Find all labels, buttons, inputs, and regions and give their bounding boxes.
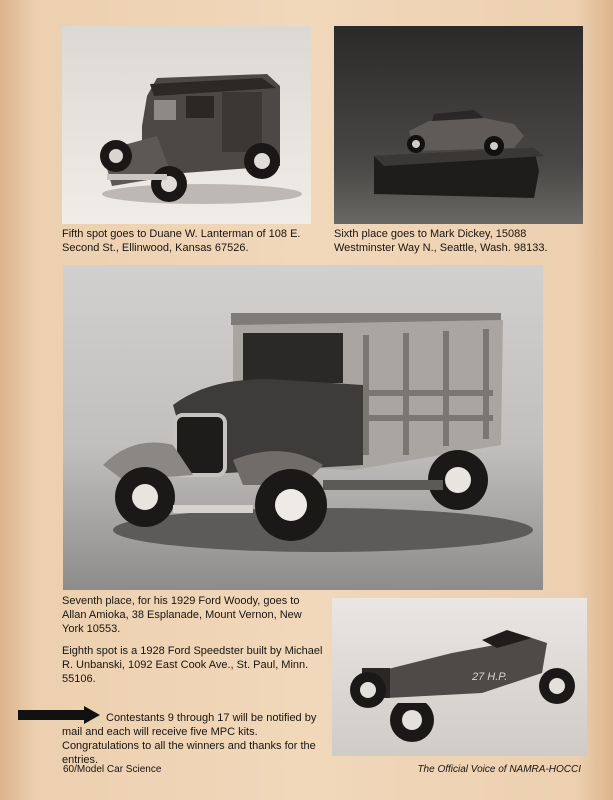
caption-eighth: Eighth spot is a 1928 Ford Speedster built by Michael R. Unbanski, 1092 East Cook Ave., St. Paul, Minn. 55106. bbox=[62, 645, 323, 685]
caption-contestants: Contestants 9 through 17 will be notified by mail and each will receive five MPC kits. Congratulations to all the winners and thanks for the entries. bbox=[62, 712, 317, 766]
photo-ford-speedster bbox=[332, 598, 587, 756]
footer-tagline: The Official Voice of NAMRA-HOCCI bbox=[417, 764, 581, 775]
photo-roadster-display bbox=[334, 26, 583, 224]
caption-sixth: Sixth place goes to Mark Dickey, 15088 Westminster Way N., Seattle, Wash. 98133. bbox=[334, 228, 548, 254]
photo-ford-woody bbox=[63, 265, 543, 590]
footer-page-number: 60/Model Car Science bbox=[63, 764, 162, 775]
caption-fifth: Fifth spot goes to Duane W. Lanterman of 108 E. Second St., Ellinwood, Kansas 67526. bbox=[62, 228, 301, 254]
speedster-marking: 27 H.P. bbox=[472, 671, 508, 683]
caption-seventh: Seventh place, for his 1929 Ford Woody, goes to Allan Amioka, 38 Esplanade, Mount Vernon, New York 10553. bbox=[62, 595, 302, 635]
photo-panel-truck bbox=[62, 26, 311, 224]
